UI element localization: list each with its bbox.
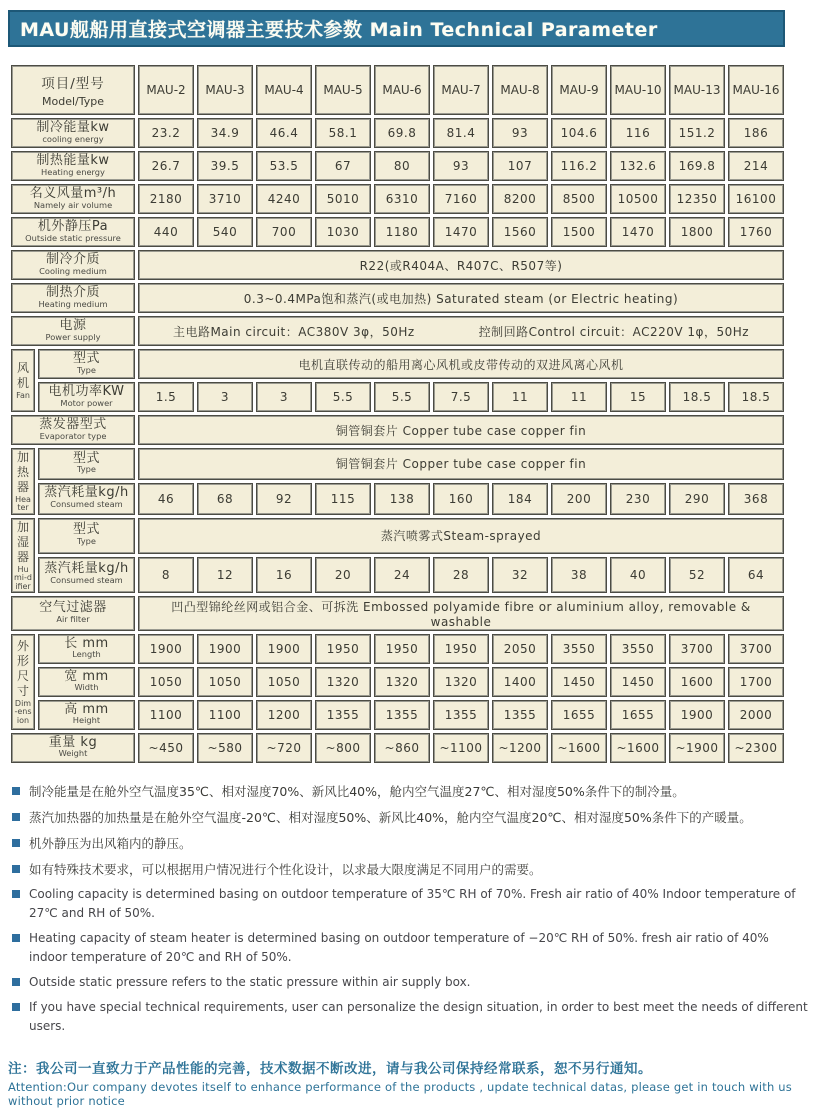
table-row [11, 483, 784, 515]
value-cell: 115 [315, 483, 371, 515]
value-cell: 1355 [492, 700, 548, 730]
value-cell: 2050 [492, 634, 548, 664]
value-cell: 12350 [669, 184, 725, 214]
row-label-cell [11, 596, 135, 631]
row-label-cell [11, 283, 135, 313]
page-title-text: MAU舰船用直接式空调器主要技术参数 Main Technical Parameter [20, 19, 658, 41]
group-label-zh-char: 寸 [16, 683, 29, 698]
value-cell: 1900 [256, 634, 312, 664]
value-cell: 1950 [374, 634, 430, 664]
row-label-zh: 长 mm [64, 635, 109, 651]
span-text-cell: 铜管铜套片 Copper tube case copper fin [138, 448, 784, 480]
table-row [11, 667, 784, 697]
note-item [8, 782, 808, 801]
row-label-en: Consumed steam [50, 500, 123, 511]
note-item [8, 860, 808, 879]
note-item [8, 834, 808, 853]
value-cell: 52 [669, 557, 725, 593]
value-cell: 1.5 [138, 382, 194, 412]
value-cell: 3 [256, 382, 312, 412]
row-label-en: Type [76, 465, 97, 476]
value-cell: 92 [256, 483, 312, 515]
row-label-en: Evaporator type [39, 431, 107, 442]
table-row [11, 349, 784, 379]
table-row [11, 634, 784, 664]
row-label-cell [11, 316, 135, 346]
bullet-square-icon [12, 934, 20, 942]
value-cell: 1320 [315, 667, 371, 697]
value-cell: 18.5 [728, 382, 784, 412]
group-label-zh-char: 风 [16, 360, 29, 375]
value-cell: 1950 [315, 634, 371, 664]
value-cell: 68 [197, 483, 253, 515]
value-cell: 8500 [551, 184, 607, 214]
value-cell: 1470 [610, 217, 666, 247]
value-cell: 1050 [138, 667, 194, 697]
model-header-cell: MAU-6 [374, 65, 430, 115]
value-cell: 46.4 [256, 118, 312, 148]
corner-label-zh: 项目/型号 [41, 76, 105, 92]
value-cell: 132.6 [610, 151, 666, 181]
value-cell: 1470 [433, 217, 489, 247]
value-cell: ~2300 [728, 733, 784, 763]
span-text-cell: 蒸汽喷雾式Steam-sprayed [138, 518, 784, 554]
row-label-cell [38, 700, 135, 730]
value-cell: 39.5 [197, 151, 253, 181]
model-header-cell: MAU-7 [433, 65, 489, 115]
value-cell: 3550 [551, 634, 607, 664]
value-cell: 15 [610, 382, 666, 412]
value-cell: 3700 [728, 634, 784, 664]
value-cell: 3550 [610, 634, 666, 664]
row-label-en: Heating energy [41, 167, 105, 178]
group-label-zh-char: 加 [16, 519, 29, 534]
value-cell: 1050 [197, 667, 253, 697]
value-cell: 1655 [551, 700, 607, 730]
value-cell: 290 [669, 483, 725, 515]
model-header-cell: MAU-2 [138, 65, 194, 115]
bullet-square-icon [12, 890, 20, 898]
value-cell: ~720 [256, 733, 312, 763]
note-text: If you have special technical requirements, user can personalize the design situation, in order to best meet the needs of different users. [29, 999, 808, 1033]
value-cell: 28 [433, 557, 489, 593]
group-label-zh-char: 湿 [16, 534, 29, 549]
value-cell: 214 [728, 151, 784, 181]
group-label-en: Heater [15, 495, 31, 513]
row-label-zh: 电源 [59, 317, 87, 333]
table-row [11, 316, 784, 346]
note-text: 如有特殊技术要求，可以根据用户情况进行个性化设计，以求最大限度满足不同用户的需要。 [29, 861, 542, 877]
bullet-square-icon [12, 1003, 20, 1011]
note-text: 机外静压为出风箱内的静压。 [29, 835, 192, 851]
corner-header-cell [11, 65, 135, 115]
value-cell: 67 [315, 151, 371, 181]
value-cell: 1655 [610, 700, 666, 730]
note-text: 蒸汽加热器的加热量是在舱外空气温度-20℃、相对湿度50%、新风比40%，舱内空气温度20℃、相对湿度50%条件下的产暖量。 [29, 809, 752, 825]
row-label-en: Width [74, 683, 99, 694]
value-cell: 6310 [374, 184, 430, 214]
row-label-cell [38, 557, 135, 593]
value-cell: 10500 [610, 184, 666, 214]
value-cell: 4240 [256, 184, 312, 214]
page-title [8, 10, 785, 47]
row-label-cell [11, 118, 135, 148]
table-row [11, 448, 784, 480]
value-cell: 93 [492, 118, 548, 148]
value-cell: 16100 [728, 184, 784, 214]
row-label-en: Heating medium [38, 299, 108, 310]
row-label-cell [11, 415, 135, 445]
value-cell: 81.4 [433, 118, 489, 148]
value-cell: 1760 [728, 217, 784, 247]
footer-note [8, 1057, 808, 1108]
value-cell: 2180 [138, 184, 194, 214]
row-label-zh: 型式 [72, 350, 100, 366]
value-cell: ~450 [138, 733, 194, 763]
value-cell: 116 [610, 118, 666, 148]
group-label-en: Dim-ension [14, 698, 32, 725]
note-text: Cooling capacity is determined basing on outdoor temperature of 35℃ RH of 70%. Fresh air ratio of 40% Indoor temperature of 27℃ and RH of 50%. [29, 887, 796, 921]
row-label-en: Air filter [56, 615, 90, 625]
bullet-square-icon [12, 813, 20, 821]
value-cell: 1450 [610, 667, 666, 697]
group-label-zh-char: 形 [16, 653, 29, 668]
table-row [11, 415, 784, 445]
note-text: Outside static pressure refers to the static pressure within air supply box. [29, 974, 471, 989]
value-cell: 107 [492, 151, 548, 181]
row-label-zh: 名义风量m³/h [29, 185, 117, 201]
row-label-cell [38, 518, 135, 554]
table-row [11, 283, 784, 313]
value-cell: 440 [138, 217, 194, 247]
table-row [11, 557, 784, 593]
value-cell: ~860 [374, 733, 430, 763]
table-row [11, 118, 784, 148]
group-label-cell [11, 518, 35, 593]
value-cell: 26.7 [138, 151, 194, 181]
group-label-en: Humi-difier [14, 564, 32, 591]
note-item [8, 808, 808, 827]
group-label-zh-char: 外 [16, 638, 29, 653]
row-label-cell [38, 483, 135, 515]
value-cell: 53.5 [256, 151, 312, 181]
value-cell: 160 [433, 483, 489, 515]
value-cell: 700 [256, 217, 312, 247]
value-cell: 5010 [315, 184, 371, 214]
value-cell: 186 [728, 118, 784, 148]
footer-note-en: Attention:Our company devotes itself to enhance performance of the products , update technical datas, please get in touch with us without prior notice [8, 1080, 792, 1108]
value-cell: 93 [433, 151, 489, 181]
spec-table [8, 62, 787, 766]
value-cell: 1100 [138, 700, 194, 730]
row-label-cell [38, 667, 135, 697]
row-label-zh: 重量 kg [48, 734, 98, 750]
value-cell: ~1600 [610, 733, 666, 763]
value-cell: 5.5 [315, 382, 371, 412]
value-cell: 151.2 [669, 118, 725, 148]
table-row [11, 596, 784, 631]
value-cell: 230 [610, 483, 666, 515]
power-control-circuit: 控制回路Control circuit：AC220V 1φ，50Hz [478, 324, 750, 339]
value-cell: 1355 [374, 700, 430, 730]
value-cell: 38 [551, 557, 607, 593]
value-cell: ~1900 [669, 733, 725, 763]
value-cell: 7.5 [433, 382, 489, 412]
row-label-zh: 蒸发器型式 [39, 416, 107, 432]
value-cell: 200 [551, 483, 607, 515]
value-cell: 3710 [197, 184, 253, 214]
group-label-cell [11, 448, 35, 515]
value-cell: 116.2 [551, 151, 607, 181]
footer-note-zh: 注：我公司一直致力于产品性能的完善，技术数据不断改进，请与我公司保持经常联系，恕不另行通知。 [8, 1061, 652, 1078]
value-cell: 1450 [551, 667, 607, 697]
row-label-en: Consumed steam [50, 576, 123, 587]
value-cell: 32 [492, 557, 548, 593]
value-cell: 1355 [433, 700, 489, 730]
row-label-zh: 宽 mm [64, 668, 109, 684]
model-header-cell: MAU-13 [669, 65, 725, 115]
bullet-square-icon [12, 865, 20, 873]
row-label-cell [38, 634, 135, 664]
row-label-en: Height [72, 716, 101, 727]
group-label-cell [11, 634, 35, 730]
value-cell: 1500 [551, 217, 607, 247]
note-item [8, 929, 808, 966]
value-cell: 1700 [728, 667, 784, 697]
group-label-zh-char: 器 [16, 549, 29, 564]
value-cell: 1560 [492, 217, 548, 247]
row-label-en: Type [76, 365, 97, 376]
notes-list [8, 782, 808, 1035]
value-cell: 1355 [315, 700, 371, 730]
model-header-cell: MAU-9 [551, 65, 607, 115]
value-cell: 40 [610, 557, 666, 593]
table-row [11, 250, 784, 280]
value-cell: 1100 [197, 700, 253, 730]
table-row [11, 184, 784, 214]
row-label-zh: 型式 [72, 450, 100, 466]
row-label-zh: 空气过滤器 [39, 600, 107, 616]
value-cell: 23.2 [138, 118, 194, 148]
group-label-zh-char: 尺 [16, 668, 29, 683]
row-label-zh: 型式 [72, 522, 100, 538]
value-cell: 7160 [433, 184, 489, 214]
table-row [11, 151, 784, 181]
row-label-zh: 蒸汽耗量kg/h [44, 561, 129, 577]
value-cell: 58.1 [315, 118, 371, 148]
row-label-cell [38, 382, 135, 412]
value-cell: 11 [492, 382, 548, 412]
row-label-cell [11, 250, 135, 280]
value-cell: 1900 [138, 634, 194, 664]
value-cell: 3700 [669, 634, 725, 664]
value-cell: 16 [256, 557, 312, 593]
value-cell: 1200 [256, 700, 312, 730]
value-cell: 138 [374, 483, 430, 515]
row-label-en: Length [72, 650, 101, 661]
row-label-en: Power supply [45, 332, 101, 343]
value-cell: 1800 [669, 217, 725, 247]
row-label-cell [11, 184, 135, 214]
row-label-cell [11, 151, 135, 181]
model-header-cell: MAU-8 [492, 65, 548, 115]
row-label-en: Cooling medium [39, 266, 107, 277]
value-cell: ~1600 [551, 733, 607, 763]
row-label-zh: 蒸汽耗量kg/h [44, 485, 129, 501]
value-cell: 8 [138, 557, 194, 593]
row-label-cell [38, 349, 135, 379]
row-label-zh: 制热能量kw [36, 152, 110, 168]
row-label-en: Weight [58, 749, 88, 760]
span-text-cell: 电机直联传动的船用离心风机或皮带传动的双进风离心风机 [138, 349, 784, 379]
model-header-cell: MAU-16 [728, 65, 784, 115]
row-label-zh: 机外静压Pa [37, 218, 109, 234]
value-cell: 1180 [374, 217, 430, 247]
group-label-cell [11, 349, 35, 412]
table-row [11, 518, 784, 554]
value-cell: 1320 [374, 667, 430, 697]
table-row [11, 700, 784, 730]
value-cell: 3 [197, 382, 253, 412]
value-cell: 1600 [669, 667, 725, 697]
value-cell: 20 [315, 557, 371, 593]
value-cell: 12 [197, 557, 253, 593]
row-label-zh: 高 mm [64, 701, 109, 717]
table-row [11, 382, 784, 412]
row-label-cell [11, 733, 135, 763]
value-cell: 24 [374, 557, 430, 593]
model-header-cell: MAU-4 [256, 65, 312, 115]
value-cell: 80 [374, 151, 430, 181]
row-label-zh: 制冷能量kw [36, 119, 110, 135]
value-cell: 11 [551, 382, 607, 412]
value-cell: 540 [197, 217, 253, 247]
bullet-square-icon [12, 787, 20, 795]
table-header-row [11, 65, 784, 115]
value-cell: ~800 [315, 733, 371, 763]
model-header-cell: MAU-5 [315, 65, 371, 115]
span-text-cell: 铜管铜套片 Copper tube case copper fin [138, 415, 784, 445]
value-cell: 8200 [492, 184, 548, 214]
value-cell: ~1200 [492, 733, 548, 763]
power-supply-texts [141, 323, 781, 340]
group-label-zh-char: 热 [16, 465, 29, 479]
value-cell: 1900 [669, 700, 725, 730]
row-label-cell [38, 448, 135, 480]
corner-label-en: Model/Type [42, 95, 104, 108]
note-text: 制冷能量是在舱外空气温度35℃、相对湿度70%、新风比40%，舱内空气温度27℃、相对湿度50%条件下的制冷量。 [29, 783, 685, 799]
value-cell: 1900 [197, 634, 253, 664]
value-cell: 104.6 [551, 118, 607, 148]
span-text-cell: 0.3~0.4MPa饱和蒸汽(或电加热) Saturated steam (or Electric heating) [138, 283, 784, 313]
row-label-zh: 制冷介质 [45, 251, 100, 267]
value-cell: 1950 [433, 634, 489, 664]
span-text-cell [138, 316, 784, 346]
row-label-cell [11, 217, 135, 247]
model-header-cell: MAU-3 [197, 65, 253, 115]
value-cell: 368 [728, 483, 784, 515]
value-cell: 34.9 [197, 118, 253, 148]
value-cell: 1400 [492, 667, 548, 697]
value-cell: 64 [728, 557, 784, 593]
group-label-zh-char: 加 [16, 450, 29, 464]
group-label-en: Fan [16, 390, 30, 400]
row-label-zh: 电机功率KW [48, 383, 125, 399]
group-label-zh-char: 机 [16, 375, 29, 390]
note-item [8, 973, 808, 992]
value-cell: 69.8 [374, 118, 430, 148]
table-row [11, 733, 784, 763]
note-item [8, 998, 808, 1035]
note-text: Heating capacity of steam heater is determined basing on outdoor temperature of −20℃ RH of 50%. fresh air ratio of 40% indoor temperature of 20℃ and RH of 50%. [29, 931, 769, 964]
table-row [11, 217, 784, 247]
value-cell: 1030 [315, 217, 371, 247]
row-label-en: Motor power [60, 398, 113, 409]
group-label-zh-char: 器 [16, 480, 29, 494]
value-cell: ~1100 [433, 733, 489, 763]
value-cell: 169.8 [669, 151, 725, 181]
power-main-circuit: 主电路Main circuit：AC380V 3φ，50Hz [172, 324, 415, 339]
value-cell: 184 [492, 483, 548, 515]
value-cell: 18.5 [669, 382, 725, 412]
span-text-cell: 凹凸型锦纶丝网或铝合金、可拆洗 Embossed polyamide fibre or aluminium alloy, removable & washable [138, 596, 784, 631]
value-cell: 5.5 [374, 382, 430, 412]
span-text-cell: R22(或R404A、R407C、R507等) [138, 250, 784, 280]
row-label-en: Outside static pressure [25, 233, 121, 244]
row-label-zh: 制热介质 [45, 284, 100, 300]
value-cell: ~580 [197, 733, 253, 763]
bullet-square-icon [12, 839, 20, 847]
value-cell: 2000 [728, 700, 784, 730]
model-header-cell: MAU-10 [610, 65, 666, 115]
value-cell: 46 [138, 483, 194, 515]
row-label-en: cooling energy [42, 134, 104, 145]
row-label-en: Namely air volume [33, 200, 113, 211]
value-cell: 1320 [433, 667, 489, 697]
note-item [8, 885, 808, 922]
value-cell: 1050 [256, 667, 312, 697]
row-label-en: Type [76, 537, 97, 548]
bullet-square-icon [12, 978, 20, 986]
